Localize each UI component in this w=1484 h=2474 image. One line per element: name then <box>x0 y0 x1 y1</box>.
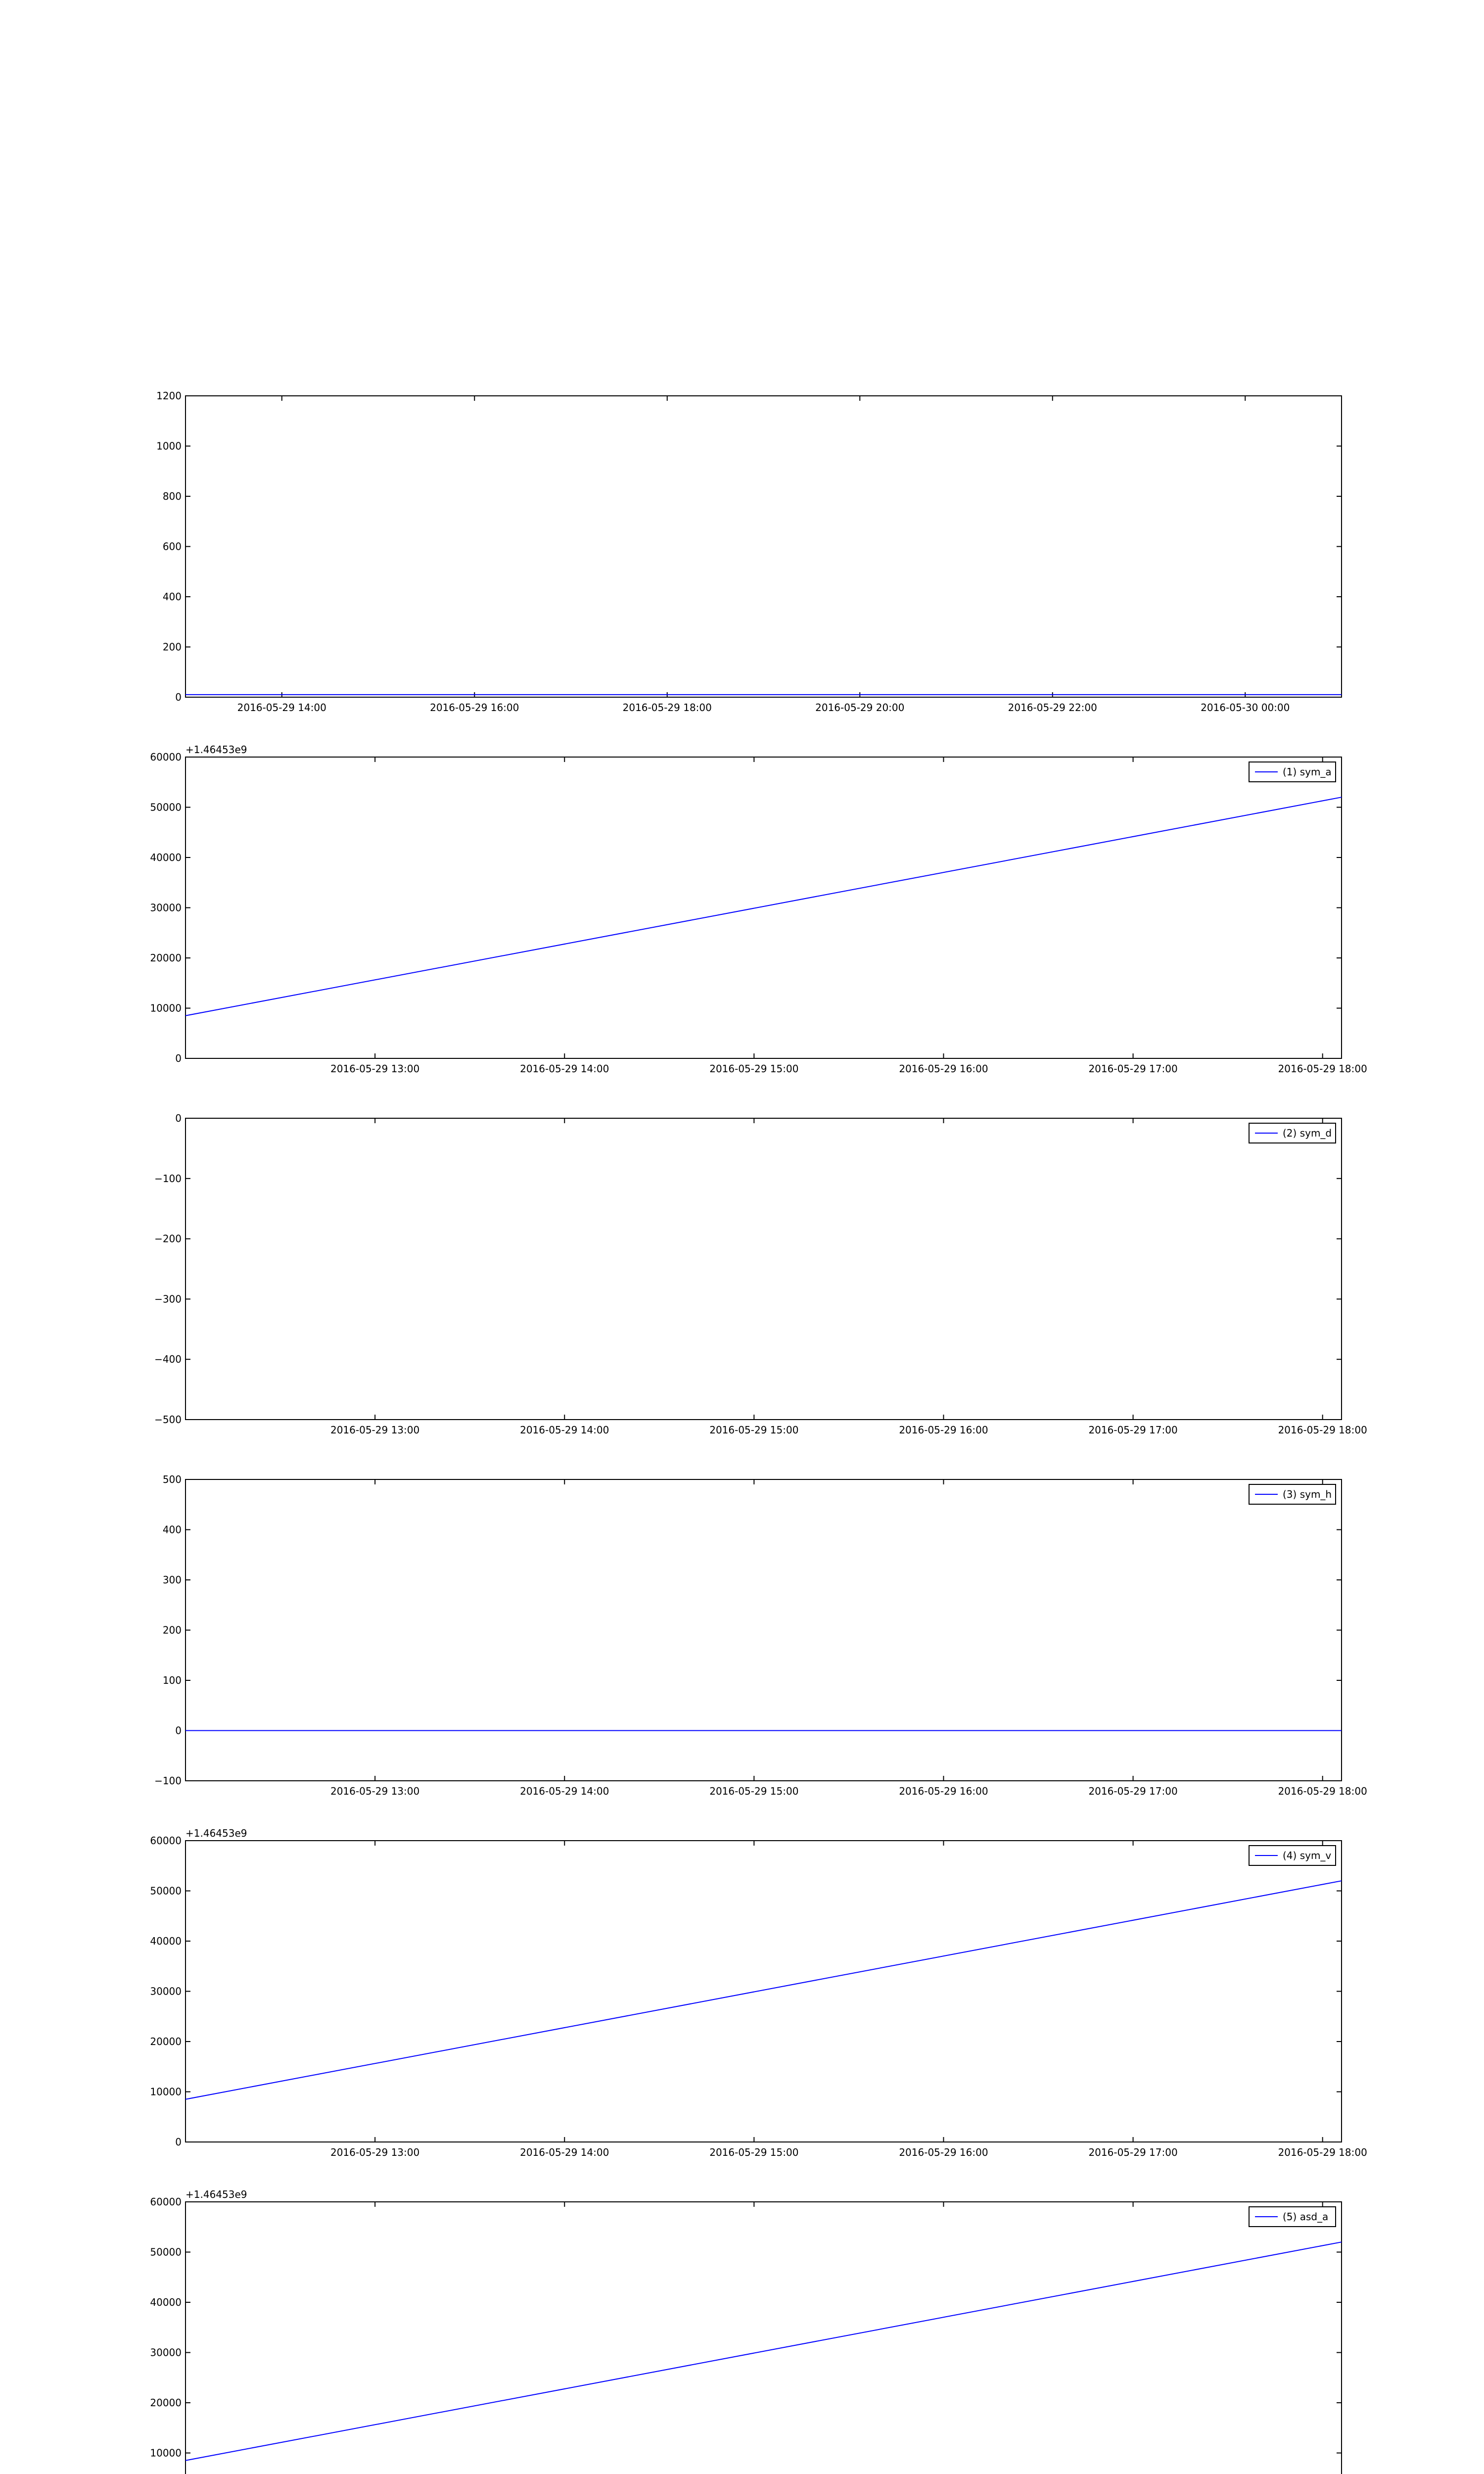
y-tick-label: 600 <box>162 540 182 553</box>
subplot-2 <box>154 1112 1367 1436</box>
y-tick-label: 1000 <box>156 440 182 452</box>
legend-label: (4) sym_v <box>1283 1850 1332 1861</box>
y-tick-label: 30000 <box>150 2346 182 2359</box>
y-tick-label: 20000 <box>150 2397 182 2409</box>
x-tick-label: 2016-05-29 14:00 <box>520 2146 609 2158</box>
y-tick-label: −100 <box>154 1775 182 1787</box>
x-tick-label: 2016-05-29 14:00 <box>520 1063 609 1075</box>
x-tick-label: 2016-05-29 15:00 <box>709 1785 799 1797</box>
x-tick-label: 2016-05-29 17:00 <box>1088 2146 1178 2158</box>
legend <box>1249 2207 1336 2227</box>
axes-frame <box>186 1841 1342 2142</box>
y-tick-label: 60000 <box>150 1835 182 1847</box>
y-tick-label: 20000 <box>150 952 182 964</box>
y-tick-label: −300 <box>154 1293 182 1305</box>
y-tick-label: 60000 <box>150 751 182 763</box>
x-tick-label: 2016-05-29 15:00 <box>709 1424 799 1436</box>
legend-label: (3) sym_h <box>1283 1488 1332 1500</box>
x-tick-label: 2016-05-29 22:00 <box>1008 702 1097 714</box>
x-tick-label: 2016-05-29 17:00 <box>1088 1424 1178 1436</box>
x-tick-label: 2016-05-29 18:00 <box>622 702 712 714</box>
y-tick-label: 50000 <box>150 2246 182 2258</box>
y-tick-label: 20000 <box>150 2036 182 2047</box>
x-tick-label: 2016-05-29 18:00 <box>1278 2146 1367 2158</box>
subplot-5 <box>150 2189 1367 2474</box>
subplot-4 <box>150 1827 1367 2158</box>
x-tick-label: 2016-05-29 13:00 <box>330 1424 420 1436</box>
x-tick-label: 2016-05-29 15:00 <box>709 1063 799 1075</box>
y-tick-label: 40000 <box>150 1935 182 1947</box>
y-tick-label: −500 <box>154 1414 182 1426</box>
axes-frame <box>186 396 1342 697</box>
y-tick-label: 0 <box>175 691 182 703</box>
x-tick-label: 2016-05-29 13:00 <box>330 1063 420 1075</box>
series-line <box>186 2242 1342 2461</box>
y-tick-label: 40000 <box>150 852 182 863</box>
y-offset-label: +1.46453e9 <box>186 744 247 756</box>
y-tick-label: −200 <box>154 1233 182 1245</box>
x-tick-label: 2016-05-29 13:00 <box>330 2146 420 2158</box>
legend-label: (2) sym_d <box>1283 1127 1332 1139</box>
x-tick-label: 2016-05-29 13:00 <box>330 1785 420 1797</box>
axes-frame <box>186 757 1342 1058</box>
legend <box>1249 1846 1336 1865</box>
x-tick-label: 2016-05-29 14:00 <box>237 702 326 714</box>
y-tick-label: −100 <box>154 1172 182 1185</box>
y-tick-label: 50000 <box>150 801 182 813</box>
y-tick-label: 30000 <box>150 1985 182 1998</box>
legend <box>1249 1484 1336 1504</box>
series-line <box>186 1881 1342 2099</box>
y-tick-label: 0 <box>175 1052 182 1064</box>
subplot-1 <box>150 744 1367 1075</box>
x-tick-label: 2016-05-29 18:00 <box>1278 1424 1367 1436</box>
y-tick-label: 50000 <box>150 1885 182 1897</box>
legend <box>1249 762 1336 782</box>
y-tick-label: 200 <box>162 1624 182 1636</box>
x-tick-label: 2016-05-29 17:00 <box>1088 1063 1178 1075</box>
y-tick-label: 0 <box>175 2136 182 2148</box>
y-tick-label: 300 <box>162 1574 182 1586</box>
legend <box>1249 1123 1336 1143</box>
x-tick-label: 2016-05-30 00:00 <box>1201 702 1290 714</box>
x-tick-label: 2016-05-29 20:00 <box>815 702 905 714</box>
x-tick-label: 2016-05-29 18:00 <box>1278 1785 1367 1797</box>
subplot-3 <box>154 1474 1367 1797</box>
y-tick-label: −400 <box>154 1353 182 1366</box>
y-tick-label: 60000 <box>150 2196 182 2208</box>
x-tick-label: 2016-05-29 16:00 <box>430 702 519 714</box>
y-offset-label: +1.46453e9 <box>186 1827 247 1839</box>
legend-label: (1) sym_a <box>1283 766 1332 778</box>
axes-frame <box>186 2202 1342 2474</box>
x-tick-label: 2016-05-29 16:00 <box>899 2146 988 2158</box>
y-tick-label: 10000 <box>150 1002 182 1014</box>
y-tick-label: 10000 <box>150 2086 182 2098</box>
y-tick-label: 800 <box>162 490 182 502</box>
series-line <box>186 797 1342 1016</box>
axes-frame <box>186 1118 1342 1420</box>
subplot-0 <box>156 390 1342 714</box>
y-tick-label: 100 <box>162 1674 182 1686</box>
y-tick-label: 200 <box>162 641 182 653</box>
axes-frame <box>186 1479 1342 1781</box>
y-offset-label: +1.46453e9 <box>186 2189 247 2200</box>
x-tick-label: 2016-05-29 14:00 <box>520 1785 609 1797</box>
y-tick-label: 1200 <box>156 390 182 402</box>
x-tick-label: 2016-05-29 14:00 <box>520 1424 609 1436</box>
x-tick-label: 2016-05-29 17:00 <box>1088 1785 1178 1797</box>
x-tick-label: 2016-05-29 16:00 <box>899 1785 988 1797</box>
y-tick-label: 400 <box>162 591 182 603</box>
x-tick-label: 2016-05-29 15:00 <box>709 2146 799 2158</box>
y-tick-label: 0 <box>175 1724 182 1737</box>
y-tick-label: 0 <box>175 1112 182 1124</box>
x-tick-label: 2016-05-29 16:00 <box>899 1063 988 1075</box>
y-tick-label: 500 <box>162 1474 182 1485</box>
y-tick-label: 10000 <box>150 2447 182 2459</box>
x-tick-label: 2016-05-29 18:00 <box>1278 1063 1367 1075</box>
legend-label: (5) asd_a <box>1283 2211 1329 2223</box>
y-tick-label: 40000 <box>150 2296 182 2308</box>
y-tick-label: 30000 <box>150 902 182 914</box>
x-tick-label: 2016-05-29 16:00 <box>899 1424 988 1436</box>
y-tick-label: 400 <box>162 1523 182 1536</box>
